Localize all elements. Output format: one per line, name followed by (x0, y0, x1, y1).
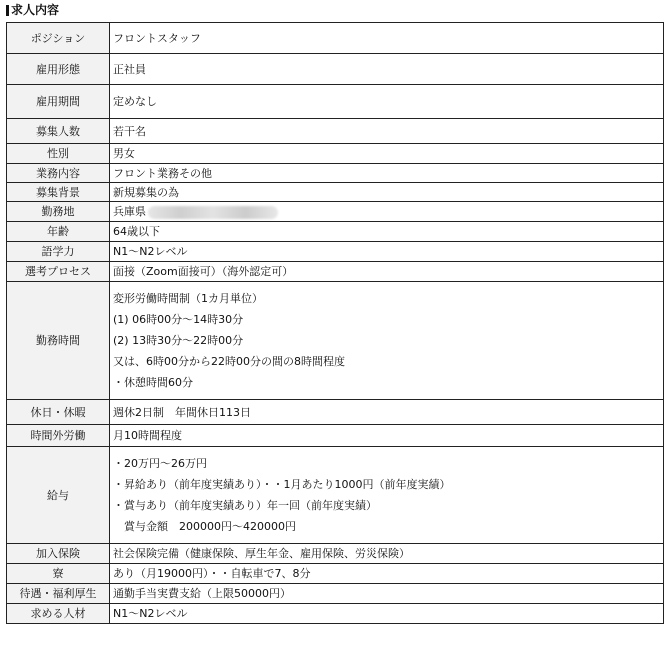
table-row (7, 54, 664, 85)
table-row (7, 144, 664, 164)
row-value-dorm: あり（月19000円）・・自転車で7、8分 (110, 564, 664, 584)
hours-line: (2) 13時30分～22時00分 (113, 334, 244, 347)
row-value-benefits: 通勤手当実費支給（上限50000円） (110, 584, 664, 604)
row-label-dorm: 寮 (7, 564, 110, 584)
row-label-insurance: 加入保険 (7, 544, 110, 564)
hours-line: 変形労働時間制（1カ月単位） (113, 292, 263, 305)
row-value-duties: フロント業務その他 (110, 164, 664, 183)
table-row (7, 202, 664, 222)
hours-line: ・休憩時間60分 (113, 376, 193, 389)
table-row (7, 584, 664, 604)
row-label-employment-type: 雇用形態 (7, 54, 110, 85)
row-label-salary: 給与 (7, 447, 110, 544)
row-value-selection: 面接（Zoom面接可）（海外認定可） (110, 262, 664, 282)
table-row (7, 119, 664, 144)
row-label-location: 勤務地 (7, 202, 110, 222)
table-row (7, 447, 664, 544)
table-row (7, 544, 664, 564)
table-row (7, 183, 664, 202)
row-label-benefits: 待遇・福利厚生 (7, 584, 110, 604)
table-row (7, 222, 664, 242)
table-row (7, 282, 664, 400)
row-value-location (110, 202, 664, 222)
row-value-requirements: N1～N2レベル (110, 604, 664, 624)
row-label-position: ポジション (7, 23, 110, 54)
heading-marker-icon (6, 5, 9, 16)
row-value-age: 64歳以下 (110, 222, 664, 242)
salary-line: ・昇給あり（前年度実績あり）・・1月あたり1000円（前年度実績） (113, 478, 451, 491)
table-row (7, 400, 664, 425)
row-label-holidays: 休日・休暇 (7, 400, 110, 425)
row-label-employment-period: 雇用期間 (7, 85, 110, 119)
row-value-hours (110, 282, 664, 400)
salary-line: ・20万円～26万円 (113, 457, 207, 470)
table-row (7, 164, 664, 183)
section-title: 求人内容 (11, 3, 60, 17)
row-label-requirements: 求める人材 (7, 604, 110, 624)
hours-line: (1) 06時00分～14時30分 (113, 313, 244, 326)
table-row (7, 604, 664, 624)
row-label-overtime: 時間外労働 (7, 425, 110, 447)
redacted-address (148, 206, 278, 219)
table-row (7, 425, 664, 447)
row-value-position: フロントスタッフ (110, 23, 664, 54)
hours-line: 又は、6時00分から22時00分の間の8時間程度 (113, 355, 345, 368)
row-value-salary (110, 447, 664, 544)
location-text: 兵庫県 (113, 205, 146, 218)
row-label-duties: 業務内容 (7, 164, 110, 183)
row-value-insurance: 社会保険完備（健康保険、厚生年金、雇用保険、労災保険） (110, 544, 664, 564)
row-value-employment-period: 定めなし (110, 85, 664, 119)
section-heading (6, 3, 59, 17)
row-label-gender: 性別 (7, 144, 110, 164)
job-details-table (6, 22, 664, 624)
row-label-age: 年齢 (7, 222, 110, 242)
row-value-gender: 男女 (110, 144, 664, 164)
salary-line: ・賞与あり（前年度実績あり）年一回（前年度実績） (113, 499, 377, 512)
row-label-background: 募集背景 (7, 183, 110, 202)
row-value-openings: 若干名 (110, 119, 664, 144)
row-value-background: 新規募集の為 (110, 183, 664, 202)
row-value-employment-type: 正社員 (110, 54, 664, 85)
row-label-selection: 選考プロセス (7, 262, 110, 282)
row-label-language: 語学力 (7, 242, 110, 262)
table-row (7, 242, 664, 262)
table-row (7, 262, 664, 282)
row-label-openings: 募集人数 (7, 119, 110, 144)
table-row (7, 85, 664, 119)
row-value-holidays: 週休2日制 年間休日113日 (110, 400, 664, 425)
row-label-hours: 勤務時間 (7, 282, 110, 400)
row-value-language: N1～N2レベル (110, 242, 664, 262)
row-value-overtime: 月10時間程度 (110, 425, 664, 447)
table-row (7, 564, 664, 584)
salary-line: 賞与金額 200000円～420000円 (113, 520, 296, 533)
table-row (7, 23, 664, 54)
